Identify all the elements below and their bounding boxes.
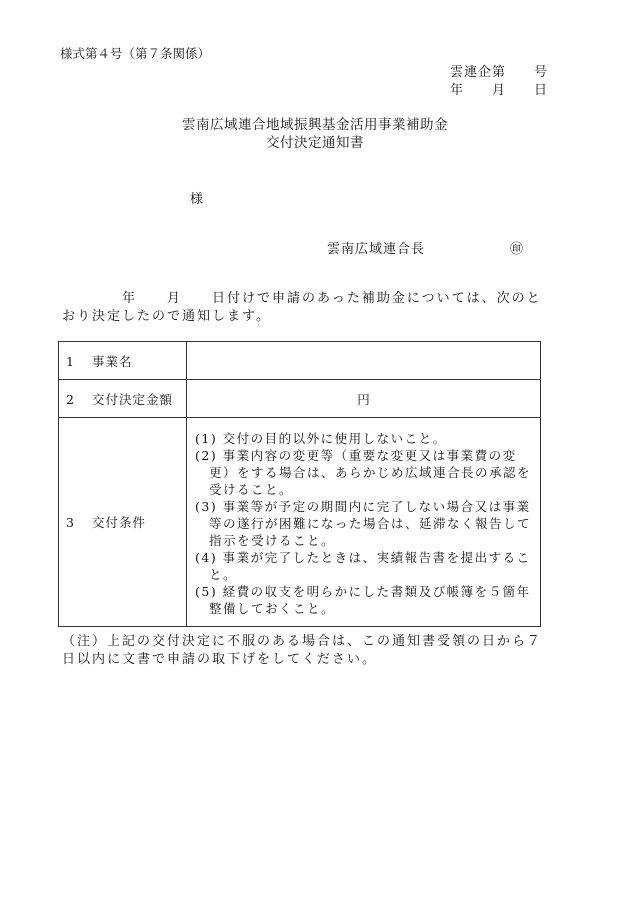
amount-cell: 円 [187, 380, 541, 418]
table-row [59, 380, 541, 418]
seal-mark: ㊞ [510, 242, 524, 257]
list-item: (1) 交付の目的以外に使用しないこと。 [195, 430, 447, 446]
issuer-name: 雲南広域連合長 [327, 242, 426, 257]
form-number: 様式第４号（第７条関係） [60, 46, 211, 61]
conditions-list [187, 422, 540, 623]
list-item: (4) 事業が完了したときは、実績報告書を提出すること。 [195, 549, 531, 582]
project-name-cell [187, 342, 541, 380]
row-number: 2 [66, 391, 75, 407]
reference-number: 雲連企第 号 [449, 65, 548, 80]
addressee-honorific: 様 [190, 192, 204, 207]
body-indent [62, 291, 122, 306]
row-label: 事業名 [92, 353, 133, 369]
issue-date: 年 月 日 [449, 83, 548, 98]
footnote: （注）上記の交付決定に不服のある場合は、この通知書受領の日から７日以内に文書で申請の取下げをしてください。 [62, 634, 543, 667]
document-title [0, 116, 630, 152]
title-line-1: 雲南広域連合地域振興基金活用事業補助金 [182, 117, 448, 133]
row-label-cell [59, 342, 187, 380]
details-table [58, 341, 541, 627]
row-label: 交付条件 [92, 515, 147, 530]
row-number: 3 [66, 515, 75, 530]
list-item: (3) 事業等が予定の期間内に完了しない場合又は事業等の遂行が困難になった場合は、延滞なく報告して指示を受けること。 [195, 498, 532, 548]
list-item: (2) 事業内容の変更等（重要な変更又は事業費の変更）をする場合は、あらかじめ広域連合長の承認を受けること。 [195, 447, 532, 497]
list-item: (5) 経費の収支を明らかにした書類及び帳簿を５箇年整備しておくこと。 [195, 583, 531, 616]
table-row [59, 418, 541, 627]
row-label-cell [59, 380, 187, 418]
row-number: 1 [66, 353, 75, 369]
body-paragraph [62, 290, 552, 326]
conditions-cell [187, 418, 541, 627]
table-row [59, 342, 541, 380]
row-label-cell [59, 418, 187, 627]
row-label: 交付決定金額 [92, 391, 174, 407]
title-line-2: 交付決定通知書 [266, 135, 364, 151]
reference-block [450, 64, 548, 100]
body-text: 年 月 日付けで申請のあった補助金については、次のとおり決定したので通知します。 [62, 291, 542, 324]
